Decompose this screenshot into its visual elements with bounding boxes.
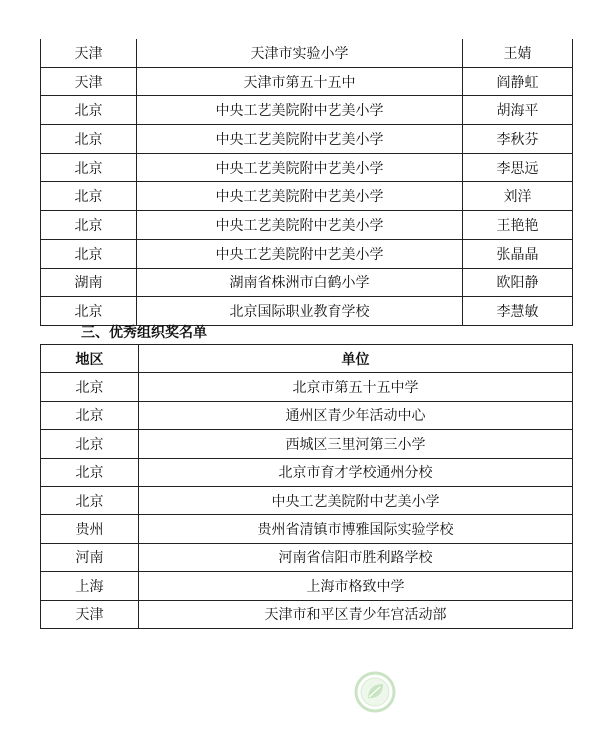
header-region: 地区 [41, 345, 139, 373]
school-cell: 湖南省株洲市白鹤小学 [137, 268, 463, 297]
organization-cell: 北京市第五十五中学 [139, 373, 573, 401]
table-row [41, 67, 573, 96]
teacher-cell: 李思远 [463, 153, 573, 182]
table-row [41, 373, 573, 401]
organization-cell: 河南省信阳市胜利路学校 [139, 543, 573, 571]
teacher-cell: 阎静虹 [463, 67, 573, 96]
school-cell: 天津市第五十五中 [137, 67, 463, 96]
teacher-cell: 张晶晶 [463, 239, 573, 268]
organization-cell: 西城区三里河第三小学 [139, 430, 573, 458]
region-cell: 北京 [41, 458, 139, 486]
school-cell: 天津市实验小学 [137, 39, 463, 67]
school-cell: 中央工艺美院附中艺美小学 [137, 211, 463, 240]
table-row [41, 39, 573, 67]
table-row [41, 96, 573, 125]
region-cell: 北京 [41, 401, 139, 429]
header-organization: 单位 [139, 345, 573, 373]
teacher-cell: 欧阳静 [463, 268, 573, 297]
award-table-organizations [40, 344, 573, 629]
award-table-individuals [40, 39, 573, 326]
organization-cell: 贵州省清镇市博雅国际实验学校 [139, 515, 573, 543]
region-cell: 上海 [41, 572, 139, 600]
table-row [41, 486, 573, 514]
organization-cell: 上海市格致中学 [139, 572, 573, 600]
organization-cell: 天津市和平区青少年宫活动部 [139, 600, 573, 628]
school-cell: 中央工艺美院附中艺美小学 [137, 239, 463, 268]
table-row [41, 211, 573, 240]
organization-cell: 北京市育才学校通州分校 [139, 458, 573, 486]
region-cell: 北京 [41, 211, 137, 240]
teacher-cell: 王婧 [463, 39, 573, 67]
table-row [41, 430, 573, 458]
region-cell: 北京 [41, 486, 139, 514]
table-row [41, 572, 573, 600]
region-cell: 湖南 [41, 268, 137, 297]
region-cell: 河南 [41, 543, 139, 571]
region-cell: 北京 [41, 430, 139, 458]
table-row [41, 182, 573, 211]
table-row [41, 239, 573, 268]
table-row [41, 125, 573, 154]
teacher-cell: 刘洋 [463, 182, 573, 211]
table-row [41, 600, 573, 628]
table-row [41, 543, 573, 571]
school-cell: 中央工艺美院附中艺美小学 [137, 153, 463, 182]
region-cell: 北京 [41, 125, 137, 154]
section-heading: 三、优秀组织奖名单 [81, 325, 207, 341]
table-row [41, 153, 573, 182]
teacher-cell: 李慧敏 [463, 297, 573, 326]
region-cell: 北京 [41, 182, 137, 211]
teacher-cell: 李秋芬 [463, 125, 573, 154]
organization-cell: 中央工艺美院附中艺美小学 [139, 486, 573, 514]
region-cell: 北京 [41, 153, 137, 182]
region-cell: 天津 [41, 67, 137, 96]
teacher-cell: 胡海平 [463, 96, 573, 125]
table-header-row [41, 345, 573, 373]
region-cell: 北京 [41, 373, 139, 401]
leaf-seal-icon [354, 671, 396, 713]
region-cell: 北京 [41, 239, 137, 268]
region-cell: 贵州 [41, 515, 139, 543]
table-row [41, 458, 573, 486]
school-cell: 中央工艺美院附中艺美小学 [137, 125, 463, 154]
school-cell: 中央工艺美院附中艺美小学 [137, 96, 463, 125]
region-cell: 北京 [41, 96, 137, 125]
region-cell: 天津 [41, 600, 139, 628]
table-row [41, 268, 573, 297]
teacher-cell: 王艳艳 [463, 211, 573, 240]
region-cell: 天津 [41, 39, 137, 67]
table-row [41, 515, 573, 543]
school-cell: 中央工艺美院附中艺美小学 [137, 182, 463, 211]
school-cell: 北京国际职业教育学校 [137, 297, 463, 326]
region-cell: 北京 [41, 297, 137, 326]
table-row [41, 401, 573, 429]
organization-cell: 通州区青少年活动中心 [139, 401, 573, 429]
